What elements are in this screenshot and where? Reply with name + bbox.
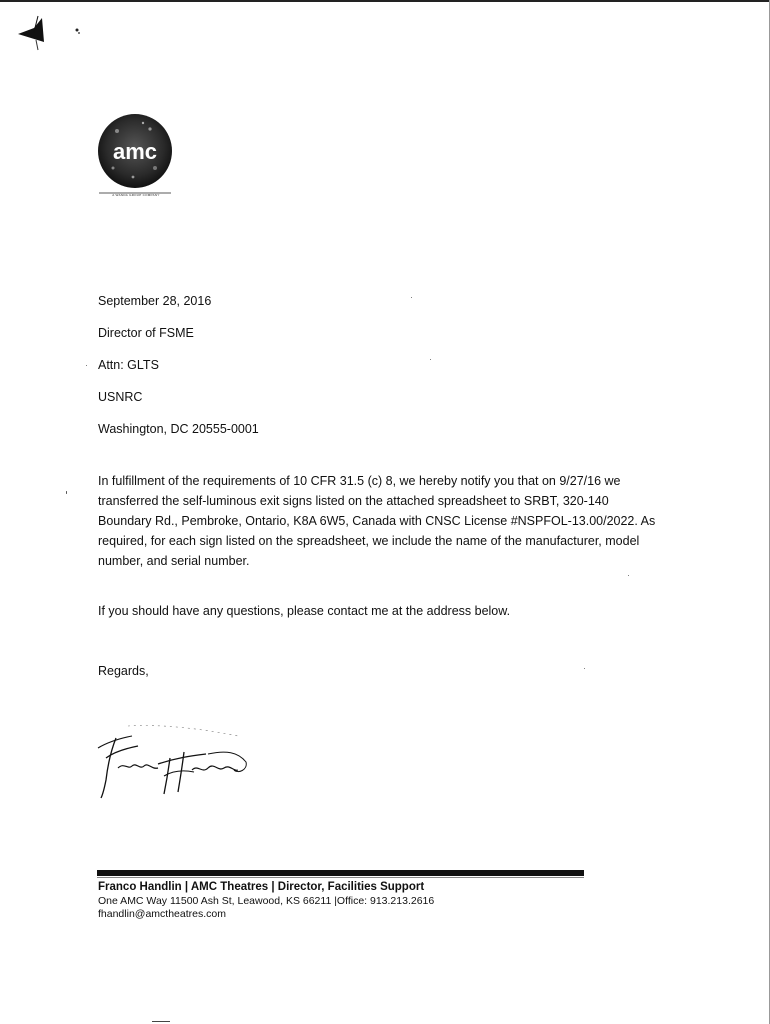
footer-address-line: One AMC Way 11500 Ash St, Leawood, KS 66211 |Office: 913.213.2616 — [98, 895, 435, 907]
letter-date: September 28, 2016 — [98, 294, 212, 308]
bottom-mark — [152, 1021, 170, 1022]
scan-speck — [66, 491, 67, 494]
scan-speck — [628, 575, 629, 576]
handwritten-signature — [88, 718, 268, 803]
footer-rule — [97, 870, 584, 876]
letter-closing: Regards, — [98, 664, 149, 678]
recipient-line-4: Washington, DC 20555-0001 — [98, 422, 259, 436]
scan-speck — [430, 359, 431, 360]
svg-text:amc: amc — [112, 139, 158, 164]
scan-speck — [584, 668, 585, 669]
scan-speck — [411, 297, 412, 298]
recipient-line-3: USNRC — [98, 390, 143, 404]
recipient-line-2: Attn: GLTS — [98, 358, 159, 372]
top-border — [0, 0, 770, 2]
scan-speck — [86, 365, 87, 366]
scan-speck — [78, 32, 80, 34]
footer-email: fhandlin@amctheatres.com — [98, 908, 226, 920]
body-paragraph-2: If you should have any questions, please contact me at the address below. — [98, 604, 511, 618]
body-paragraph-1: In fulfillment of the requirements of 10 CFR 31.5 (c) 8, we hereby notify you that on 9/27/16 we transferred the self-luminous exit signs listed on the attached spreadsheet to SRBT, 320-140 Boundary Rd., Pembroke, Ontario, K8A 6W5, Canada with CNSC License #NSPFOL-13.00/2022. As required, for each sign listed on the spreadsheet, we include the name of the manufacturer, model number, and serial number. — [98, 474, 656, 568]
footer-rule-thin — [97, 877, 584, 878]
scan-mark-icon — [14, 12, 84, 52]
logo-tagline: A WANDA GROUP COMPANY — [112, 193, 160, 197]
footer-name-line: Franco Handlin | AMC Theatres | Director, Facilities Support — [98, 881, 425, 893]
amc-logo — [95, 113, 175, 203]
recipient-line-1: Director of FSME — [98, 326, 194, 340]
